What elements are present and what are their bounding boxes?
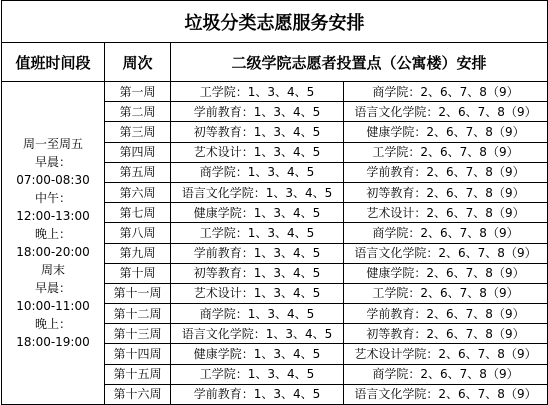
week-cell: 第六周: [105, 182, 171, 202]
assignment-b-cell: 学前教育：2、6、7、8（9）: [344, 304, 548, 324]
assignment-a-cell: 工学院：1、3、4、5: [171, 82, 344, 102]
week-cell: 第一周: [105, 82, 171, 102]
header-arrangement: 二级学院志愿者投置点（公寓楼）安排: [171, 43, 548, 82]
header-week: 周次: [105, 43, 171, 82]
schedule-sheet: [1, 0, 547, 405]
assignment-a-cell: 初等教育：1、3、4、5: [171, 122, 344, 142]
assignment-a-cell: 初等教育：1、3、4、5: [171, 263, 344, 283]
duty-time-line: 18:00-20:00: [16, 245, 90, 259]
table-row: [2, 82, 548, 102]
assignment-b-cell: 商学院：2、6、7、8（9）: [344, 223, 548, 243]
assignment-a-cell: 健康学院：1、3、4、5: [171, 344, 344, 364]
duty-time-line: 中午：: [34, 191, 71, 205]
assignment-a-cell: 学前教育：1、3、4、5: [171, 102, 344, 122]
assignment-a-cell: 商学院：1、3、4、5: [171, 162, 344, 182]
assignment-b-cell: 语言文化学院：2、6、7、8（9）: [344, 102, 548, 122]
week-cell: 第三周: [105, 122, 171, 142]
assignment-a-cell: 工学院：1、3、4、5: [171, 364, 344, 384]
duty-time-line: 10:00-11:00: [16, 299, 90, 313]
assignment-b-cell: 初等教育：2、6、7、8（9）: [344, 324, 548, 344]
assignment-a-cell: 语言文化学院：1、3、4、5: [171, 182, 344, 202]
duty-time-cell: [2, 82, 105, 405]
title-row: [2, 1, 548, 43]
week-cell: 第七周: [105, 203, 171, 223]
assignment-b-cell: 初等教育：2、6、7、8（9）: [344, 182, 548, 202]
week-cell: 第十二周: [105, 304, 171, 324]
assignment-b-cell: 商学院：2、6、7、8（9）: [344, 364, 548, 384]
week-cell: 第九周: [105, 243, 171, 263]
assignment-b-cell: 艺术设计：2、6、7、8（9）: [344, 203, 548, 223]
assignment-a-cell: 学前教育：1、3、4、5: [171, 384, 344, 404]
assignment-b-cell: 健康学院：2、6、7、8（9）: [344, 263, 548, 283]
week-cell: 第十五周: [105, 364, 171, 384]
week-cell: 第四周: [105, 142, 171, 162]
assignment-b-cell: 语言文化学院：2、6、7、8（9）: [344, 384, 548, 404]
duty-time-line: 早晨：: [34, 155, 71, 169]
table-title: 垃圾分类志愿服务安排: [2, 1, 548, 43]
header-row: [2, 43, 548, 82]
assignment-b-cell: 学前教育：2、6、7、8（9）: [344, 162, 548, 182]
week-cell: 第八周: [105, 223, 171, 243]
assignment-b-cell: 健康学院：2、6、7、8（9）: [344, 122, 548, 142]
duty-time-line: 18:00-19:00: [16, 335, 90, 349]
header-time: 值班时间段: [2, 43, 105, 82]
duty-time-line: 晚上：: [34, 317, 71, 331]
assignment-a-cell: 艺术设计：1、3、4、5: [171, 142, 344, 162]
assignment-a-cell: 语言文化学院：1、3、4、5: [171, 324, 344, 344]
duty-time-line: 晚上：: [34, 227, 71, 241]
duty-time-line: 周一至周五: [22, 137, 83, 151]
week-cell: 第十三周: [105, 324, 171, 344]
week-cell: 第二周: [105, 102, 171, 122]
week-cell: 第十六周: [105, 384, 171, 404]
assignment-b-cell: 工学院：2、6、7、8（9）: [344, 283, 548, 303]
week-cell: 第十一周: [105, 283, 171, 303]
schedule-table: [1, 0, 548, 405]
assignment-a-cell: 艺术设计：1、3、4、5: [171, 283, 344, 303]
week-cell: 第十周: [105, 263, 171, 283]
assignment-a-cell: 学前教育：1、3、4、5: [171, 243, 344, 263]
duty-time-line: 07:00-08:30: [16, 173, 90, 187]
assignment-b-cell: 艺术设计学院：2、6、7、8（9）: [344, 344, 548, 364]
assignment-a-cell: 健康学院：1、3、4、5: [171, 203, 344, 223]
assignment-a-cell: 商学院：1、3、4、5: [171, 304, 344, 324]
assignment-b-cell: 语言文化学院：2、6、7、8（9）: [344, 243, 548, 263]
assignment-a-cell: 工学院：1、3、4、5: [171, 223, 344, 243]
assignment-b-cell: 工学院：2、6、7、8（9）: [344, 142, 548, 162]
week-cell: 第五周: [105, 162, 171, 182]
duty-time-line: 周末: [40, 263, 65, 277]
duty-time-line: 12:00-13:00: [16, 209, 90, 223]
week-cell: 第十四周: [105, 344, 171, 364]
duty-time-line: 早晨：: [34, 281, 71, 295]
assignment-b-cell: 商学院：2、6、7、8（9）: [344, 82, 548, 102]
